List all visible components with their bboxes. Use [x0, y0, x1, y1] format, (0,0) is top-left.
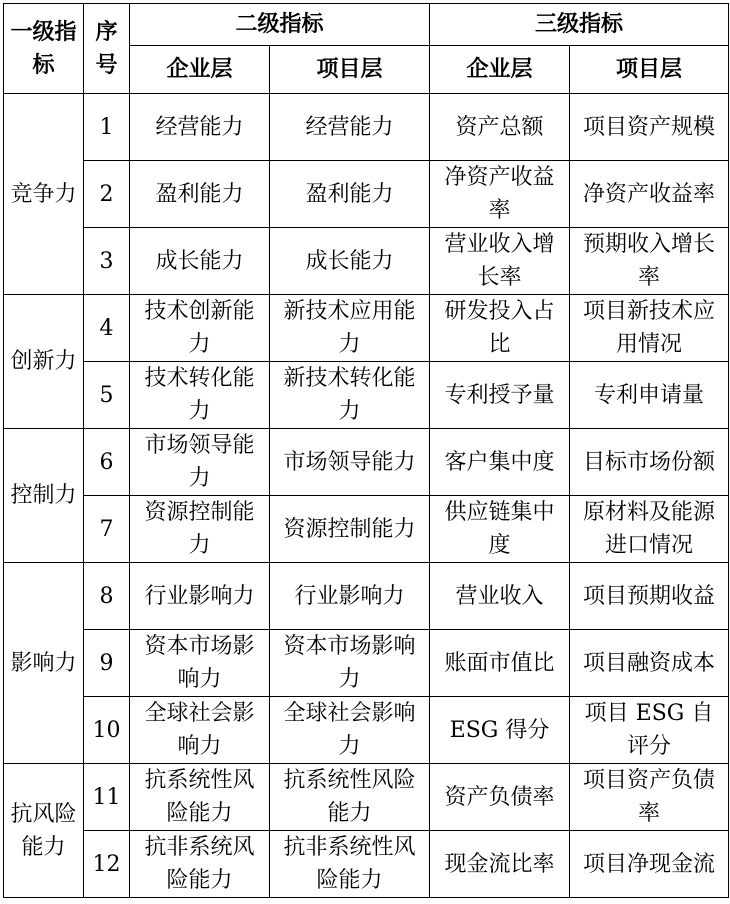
level2-enterprise-cell: 技术转化能力 [130, 362, 270, 429]
seq-cell: 10 [84, 697, 130, 764]
seq-cell: 4 [84, 295, 130, 362]
level2-enterprise-cell: 全球社会影响力 [130, 697, 270, 764]
level3-project-cell: 预期收入增长率 [570, 228, 729, 295]
level3-project-cell: 项目 ESG 自评分 [570, 697, 729, 764]
level2-project-cell: 资本市场影响力 [270, 630, 430, 697]
seq-cell: 6 [84, 429, 130, 496]
level2-project-cell: 行业影响力 [270, 563, 430, 630]
level3-enterprise-cell: 资产总额 [430, 94, 570, 161]
table-row [4, 764, 729, 831]
level2-enterprise-cell: 经营能力 [130, 94, 270, 161]
level3-project-cell: 项目新技术应用情况 [570, 295, 729, 362]
group-name: 影响力 [4, 563, 84, 764]
level2-project-header: 项目层 [270, 46, 430, 94]
level2-enterprise-cell: 行业影响力 [130, 563, 270, 630]
group-name: 控制力 [4, 429, 84, 563]
seq-cell: 9 [84, 630, 130, 697]
table-row [4, 630, 729, 697]
level3-enterprise-cell: 客户集中度 [430, 429, 570, 496]
level3-enterprise-cell: 专利授予量 [430, 362, 570, 429]
level2-project-cell: 成长能力 [270, 228, 430, 295]
table-row [4, 161, 729, 228]
level3-project-header: 项目层 [570, 46, 729, 94]
level3-enterprise-header: 企业层 [430, 46, 570, 94]
level2-enterprise-cell: 抗系统性风险能力 [130, 764, 270, 831]
seq-cell: 3 [84, 228, 130, 295]
level3-project-cell: 净资产收益率 [570, 161, 729, 228]
level2-enterprise-cell: 抗非系统风险能力 [130, 831, 270, 898]
level3-project-cell: 项目预期收益 [570, 563, 729, 630]
level2-project-cell: 市场领导能力 [270, 429, 430, 496]
seq-cell: 11 [84, 764, 130, 831]
level3-project-cell: 专利申请量 [570, 362, 729, 429]
level3-header: 三级指标 [430, 4, 729, 46]
table-row [4, 429, 729, 496]
level2-enterprise-header: 企业层 [130, 46, 270, 94]
level3-project-cell: 项目净现金流 [570, 831, 729, 898]
level3-enterprise-cell: ESG 得分 [430, 697, 570, 764]
level2-enterprise-cell: 成长能力 [130, 228, 270, 295]
level2-project-cell: 盈利能力 [270, 161, 430, 228]
indicator-table [3, 3, 729, 898]
table-body [4, 94, 729, 898]
level1-header: 一级指标 [4, 4, 84, 94]
level3-enterprise-cell: 账面市值比 [430, 630, 570, 697]
level2-project-cell: 资源控制能力 [270, 496, 430, 563]
table-row [4, 295, 729, 362]
level3-enterprise-cell: 研发投入占比 [430, 295, 570, 362]
level2-project-cell: 新技术应用能力 [270, 295, 430, 362]
table-row [4, 496, 729, 563]
table-row [4, 228, 729, 295]
level2-enterprise-cell: 技术创新能力 [130, 295, 270, 362]
group-name: 竞争力 [4, 94, 84, 295]
level3-project-cell: 原材料及能源进口情况 [570, 496, 729, 563]
seq-cell: 8 [84, 563, 130, 630]
level3-enterprise-cell: 营业收入增长率 [430, 228, 570, 295]
level2-enterprise-cell: 资源控制能力 [130, 496, 270, 563]
seq-header: 序号 [84, 4, 130, 94]
group-name: 创新力 [4, 295, 84, 429]
table-row [4, 831, 729, 898]
level2-header: 二级指标 [130, 4, 430, 46]
level2-enterprise-cell: 盈利能力 [130, 161, 270, 228]
level3-project-cell: 项目资产规模 [570, 94, 729, 161]
seq-cell: 5 [84, 362, 130, 429]
table-row [4, 94, 729, 161]
table-row [4, 563, 729, 630]
level2-project-cell: 抗系统性风险能力 [270, 764, 430, 831]
level2-project-cell: 抗非系统性风险能力 [270, 831, 430, 898]
seq-cell: 7 [84, 496, 130, 563]
group-name: 抗风险能力 [4, 764, 84, 898]
seq-cell: 12 [84, 831, 130, 898]
level3-enterprise-cell: 营业收入 [430, 563, 570, 630]
level3-project-cell: 项目融资成本 [570, 630, 729, 697]
level2-enterprise-cell: 市场领导能力 [130, 429, 270, 496]
level2-project-cell: 全球社会影响力 [270, 697, 430, 764]
level2-project-cell: 经营能力 [270, 94, 430, 161]
level3-project-cell: 目标市场份额 [570, 429, 729, 496]
header-row-1 [4, 4, 729, 46]
table-row [4, 362, 729, 429]
level3-enterprise-cell: 供应链集中度 [430, 496, 570, 563]
level3-enterprise-cell: 现金流比率 [430, 831, 570, 898]
seq-cell: 2 [84, 161, 130, 228]
level3-project-cell: 项目资产负债率 [570, 764, 729, 831]
level2-enterprise-cell: 资本市场影响力 [130, 630, 270, 697]
table-row [4, 697, 729, 764]
level2-project-cell: 新技术转化能力 [270, 362, 430, 429]
level3-enterprise-cell: 净资产收益率 [430, 161, 570, 228]
level3-enterprise-cell: 资产负债率 [430, 764, 570, 831]
seq-cell: 1 [84, 94, 130, 161]
